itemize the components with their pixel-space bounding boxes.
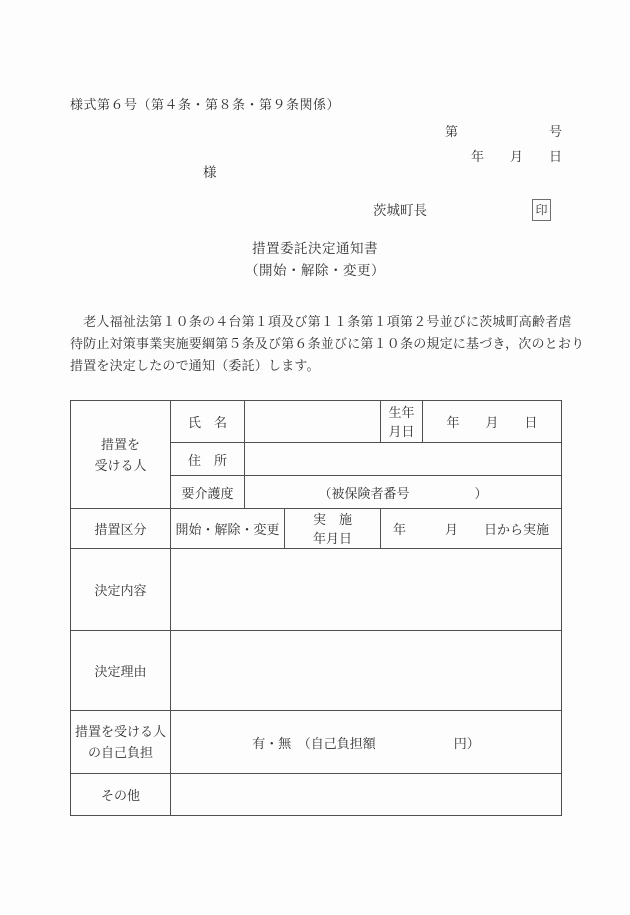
document-number-line: 第 号: [444, 124, 562, 139]
self-pay-value-cell: 有・無 （自己負担額 円）: [171, 711, 562, 774]
table-row-other: [71, 774, 562, 816]
self-pay-label-cell: 措置を受ける人 の自己負担: [71, 711, 171, 774]
decision-reason-label-cell: 決定理由: [71, 631, 171, 711]
form-number-line: 様式第６号（第４条・第８条・第９条関係）: [70, 97, 341, 112]
body-line: 老人福祉法第１０条の４台第１項及び第１１条第１項第２号並びに茨城町高齢者虐: [70, 314, 572, 329]
decision-reason-value-cell: [171, 631, 562, 711]
body-paragraph: [70, 311, 585, 377]
document-subtitle: （開始・解除・変更）: [245, 263, 385, 278]
self-pay-label: 措置を受ける人: [74, 724, 166, 739]
implementation-date-label: 実 施: [312, 511, 352, 527]
address-value-cell: [245, 443, 562, 476]
table-row-decision-content: [71, 549, 562, 631]
seal-mark: 印: [532, 199, 551, 221]
decision-content-value-cell: [171, 549, 562, 631]
birthdate-label-cell: 生年 月日: [381, 401, 423, 443]
table-row-category: [71, 509, 562, 549]
date-line: 年 月 日: [470, 149, 562, 164]
recipient-honorific: 様: [203, 165, 217, 180]
table-row-name: [71, 401, 562, 443]
document-title: 措置委託決定通知書: [252, 241, 378, 256]
recipient-person-label-cell: 措置を 受ける人: [71, 401, 171, 509]
implementation-date-label-cell: 実 施 年月日: [285, 509, 381, 549]
name-value-cell: [245, 401, 381, 443]
table-row-self-pay: [71, 711, 562, 774]
address-label-cell: 住 所: [171, 443, 245, 476]
insured-number-cell: （被保険者番号 ）: [245, 476, 562, 509]
birthdate-label: 生年: [388, 404, 415, 420]
recipient-person-label: 措置を: [100, 436, 140, 452]
other-label-cell: その他: [71, 774, 171, 816]
category-label-cell: 措置区分: [71, 509, 171, 549]
other-value-cell: [171, 774, 562, 816]
category-value-cell: 開始・解除・変更: [171, 509, 285, 549]
body-line: 待防止対策事業実施要綱第５条及び第６条並びに第１０条の規定に基づき，次のとおり: [70, 336, 585, 351]
name-label-cell: 氏 名: [171, 401, 245, 443]
table-row-decision-reason: [71, 631, 562, 711]
birthdate-value-cell: 年 月 日: [423, 401, 562, 443]
decision-content-label-cell: 決定内容: [71, 549, 171, 631]
implementation-date-value-cell: 年 月 日から実施: [381, 509, 562, 549]
care-level-label-cell: 要介護度: [171, 476, 245, 509]
sender-title: 茨城町長: [373, 203, 427, 218]
measure-decision-table: [70, 400, 562, 816]
body-line: 措置を決定したので通知（委託）します。: [70, 358, 320, 373]
